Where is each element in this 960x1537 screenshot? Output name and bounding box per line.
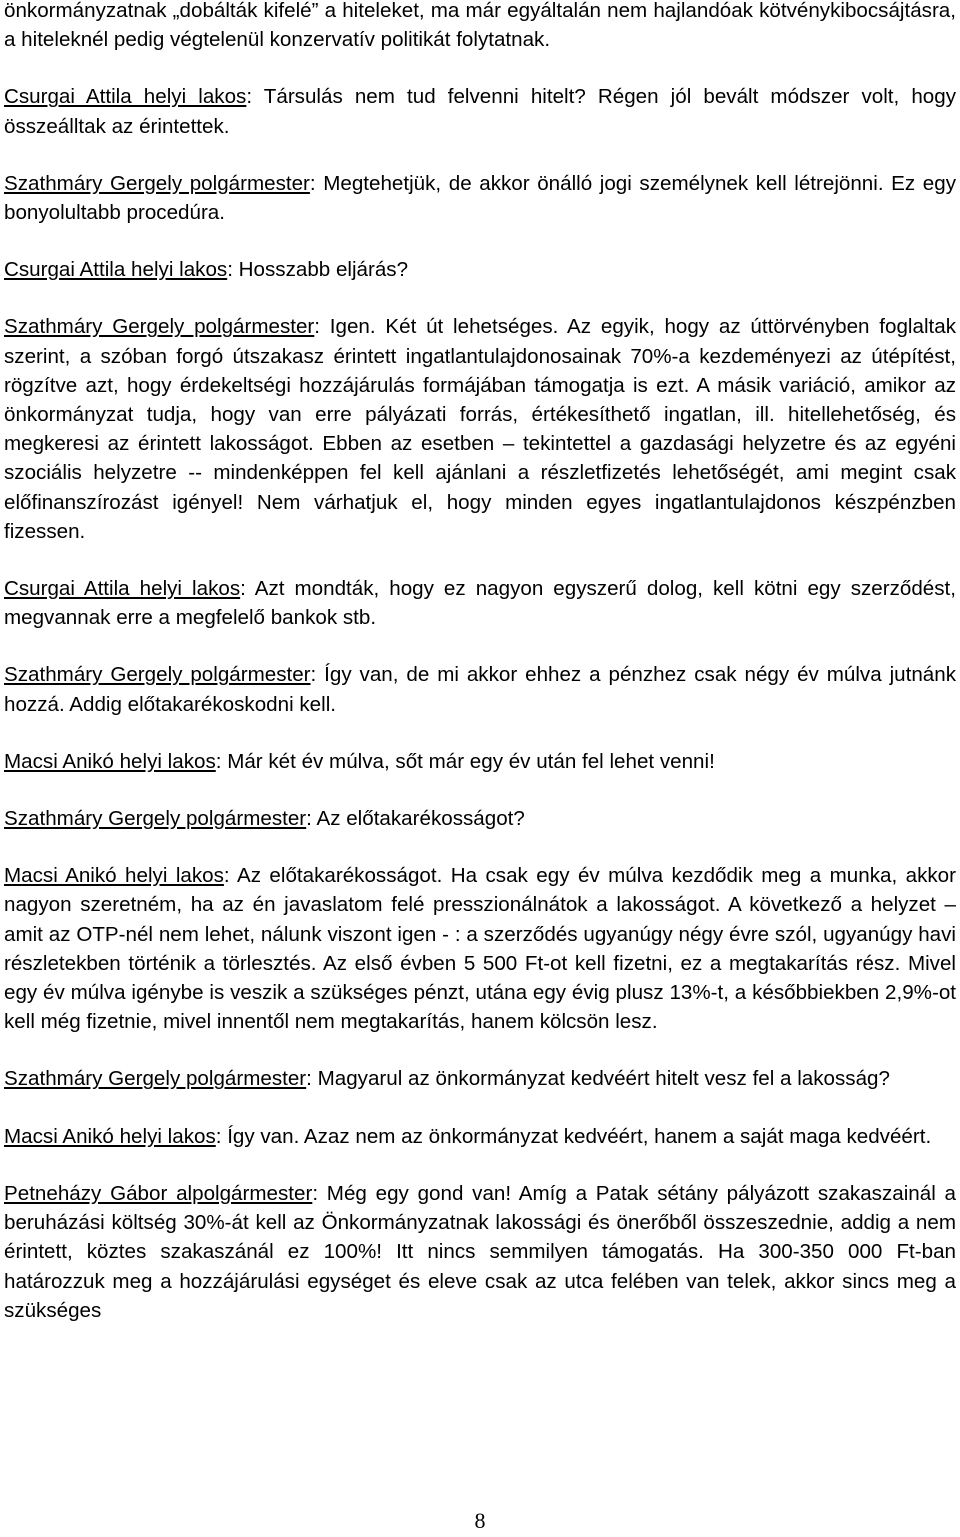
speaker-name: Szathmáry Gergely polgármester [4,663,311,687]
paragraph-text: : Magyarul az önkormányzat kedvéért hitelt vesz fel a lakosság? [306,1067,890,1091]
speaker-name: Macsi Anikó helyi lakos [4,749,216,773]
paragraph-text: : Az előtakarékosságot? [306,807,525,831]
paragraph-11 [4,1064,956,1093]
paragraph-2 [4,82,956,140]
paragraph-text: : Még egy gond van! Amíg a Patak sétány pályázott szakaszainál a beruházási költség 30%-át kell az Önkormányzatnak lakossági és önerőből összeszednie, addig a nem érintett, köztes szakaszánál ez 100%! Itt nincs semmilyen támogatás. Ha 300-350 000 Ft-ban határozzuk meg a hozzájárulási egységet és eleve csak az utca felében van telek, akkor sincs meg a szükséges [4,1181,956,1322]
paragraph-text: : Így van, de mi akkor ehhez a pénzhez csak négy év múlva jutnánk hozzá. Addig előtakarékoskodni kell. [4,663,956,716]
paragraph-text: : Megtehetjük, de akkor önálló jogi személynek kell létrejönni. Ez egy bonyolultabb procedúra. [4,171,956,225]
page-number: 8 [474,1508,486,1533]
speaker-name: Szathmáry Gergely polgármester [4,807,307,831]
paragraph-text: : Így van. Azaz nem az önkormányzat kedvéért, hanem a saját maga kedvéért. [215,1124,932,1148]
paragraph-13 [4,1179,956,1325]
speaker-name: Petneházy Gábor alpolgármester [4,1181,313,1205]
speaker-name: Csurgai Attila helyi lakos [4,85,247,109]
document-body [4,0,956,1353]
paragraph-1 [4,0,956,54]
speaker-name: Macsi Anikó helyi lakos [4,864,224,888]
paragraph-10 [4,861,956,1036]
speaker-name: Csurgai Attila helyi lakos [4,577,241,601]
paragraph-5 [4,312,956,546]
paragraph-text: : Már két év múlva, sőt már egy év után fel lehet venni! [215,749,715,773]
paragraph-12 [4,1122,956,1151]
paragraph-3 [4,169,956,227]
speaker-name: Szathmáry Gergely polgármester [4,171,310,195]
speaker-name: Macsi Anikó helyi lakos [4,1124,216,1148]
paragraph-text: : Hosszabb eljárás? [227,258,409,282]
paragraph-7 [4,660,956,718]
paragraph-text: : Társulás nem tud felvenni hitelt? Régen jól bevált módszer volt, hogy összeálltak az érintettek. [4,85,957,138]
paragraph-8 [4,747,956,776]
speaker-name: Csurgai Attila helyi lakos [4,258,228,282]
speaker-name: Szathmáry Gergely polgármester [4,1067,307,1091]
paragraph-text: : Az előtakarékosságot. Ha csak egy év múlva kezdődik meg a munka, akkor nagyon szeretném, ha az én javaslatom felé presszionálnátok a lakosságot. A következő a helyzet – amit az OTP-nél nem lehet, nálunk viszont igen - : a szerződés ugyanúgy négy évre szól, ugyanúgy havi részletekben történik a törlesztés. Az első évben 5 500 Ft-ot kell fizetni, ez a megtakarítás rész. Mivel egy év múlva igénybe is veszik a szükséges pénzt, utána egy évig plusz 13%-t, a későbbiekben 2,9%-ot kell még fizetnie, mivel innentől nem megtakarítás, hanem kölcsön lesz. [4,864,956,1034]
paragraph-text: önkormányzatnak „dobálták kifelé” a hiteleket, ma már egyáltalán nem hajlandóak kötvénykibocsájtásra, a hiteleknél pedig végtelenül konzervatív politikát folytatnak. [4,0,956,52]
paragraph-text: : Igen. Két út lehetséges. Az egyik, hogy az úttörvényben foglaltak szerint, a szóban forgó útszakasz érintett ingatlantulajdonosainak 70%-a kezdeményezi az útépítést, rögzítve azt, hogy érdekeltségi hozzájárulás formájában támogatja is ezt. A másik variáció, amikor az önkormányzat tudja, hogy van erre pályázati forrás, értékesíthető ingatlan, ill. hitellehetőség, és megkeresi az érintett lakosságot. Ebben az esetben – tekintettel a gazdasági helyzetre és az egyéni szociális helyzetre -- mindenképpen fel kell ajánlani a részletfizetés lehetőségét, ami megint csak előfinanszírozást igényel! Nem várhatjuk el, hogy minden egyes ingatlantulajdonos készpénzben fizessen. [4,315,956,543]
paragraph-4 [4,255,956,284]
paragraph-9 [4,804,956,833]
speaker-name: Szathmáry Gergely polgármester [4,315,315,339]
paragraph-text: : Azt mondták, hogy ez nagyon egyszerű dolog, kell kötni egy szerződést, megvannak erre a megfelelő bankok stb. [4,577,956,630]
paragraph-6 [4,574,956,632]
